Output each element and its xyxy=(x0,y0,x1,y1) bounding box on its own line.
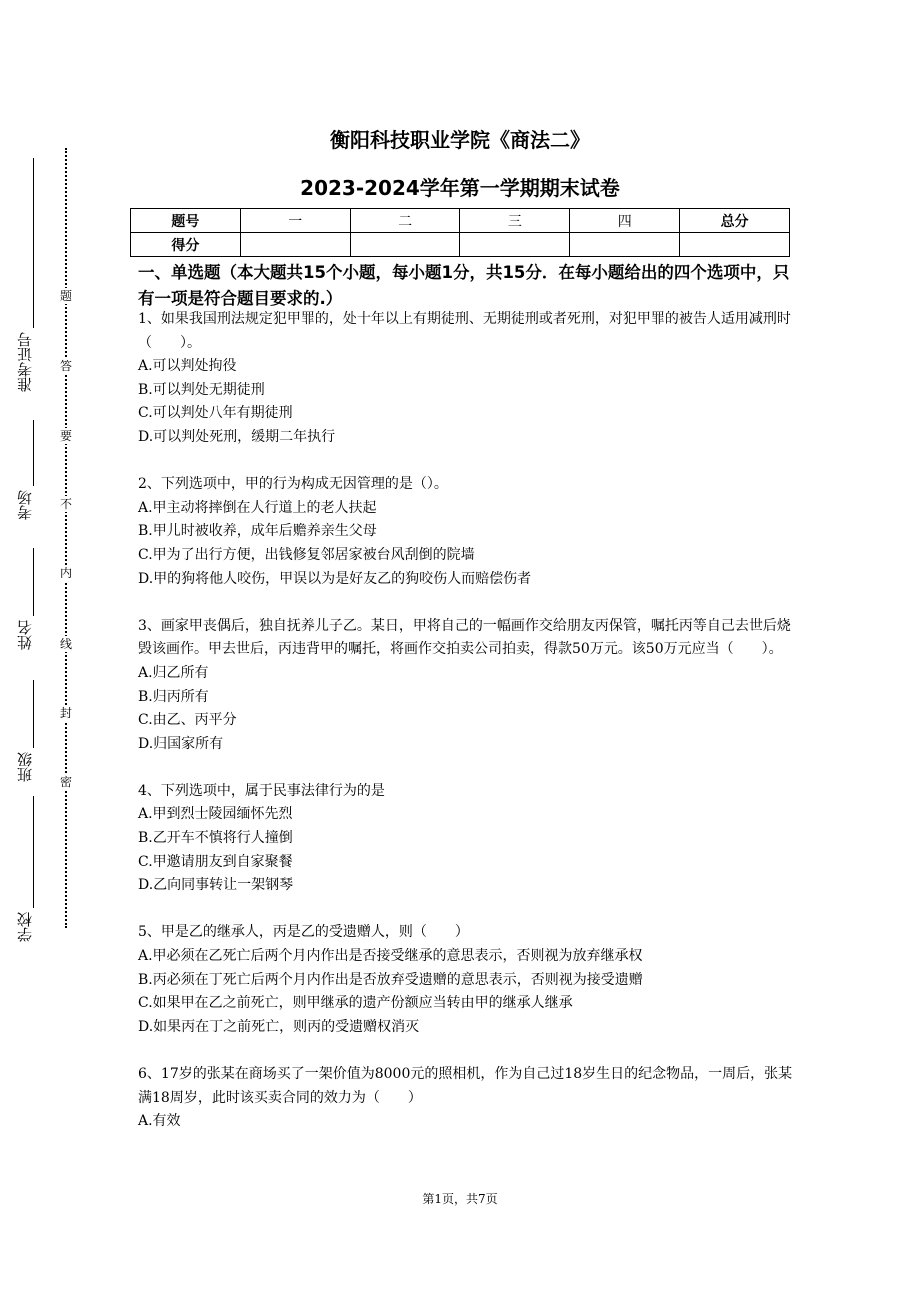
seal-char: 封 xyxy=(59,706,72,720)
question-stem: 5、甲是乙的继承人，丙是乙的受遗赠人，则（ ） xyxy=(138,924,469,941)
question-option: C.可以判处八年有期徒刑 xyxy=(138,405,293,422)
section-heading: 一、单选题（本大题共15个小题，每小题1分，共15分．在每小题给出的四个选项中，只有一项是符合题目要求的.） xyxy=(138,263,790,308)
score-cell-blank xyxy=(240,233,350,257)
seal-char: 线 xyxy=(59,637,72,651)
question-5 xyxy=(138,921,793,1039)
question-1 xyxy=(138,308,793,450)
question-stem: 2、下列选项中，甲的行为构成无因管理的是（）。 xyxy=(138,476,448,493)
side-fill-line-class xyxy=(33,680,34,748)
side-label-school: 学校 xyxy=(16,912,34,942)
score-table-score-row xyxy=(131,233,790,257)
score-table-header-cell: 题号 xyxy=(131,209,241,233)
seal-char: 不 xyxy=(59,497,72,511)
question-6 xyxy=(138,1063,793,1134)
exam-title-school: 衡阳科技职业学院《商法二》 xyxy=(330,128,590,152)
question-option: B.归丙所有 xyxy=(138,688,209,705)
question-option: B.乙开车不慎将行人撞倒 xyxy=(138,830,293,847)
question-list xyxy=(138,308,793,1157)
seal-char: 要 xyxy=(59,429,72,443)
question-option: B.甲儿时被收养，成年后赡养亲生父母 xyxy=(138,523,377,540)
side-fill-line-school xyxy=(33,796,34,908)
exam-title-term: 2023-2024学年第一学期期末试卷 xyxy=(300,176,620,200)
question-stem: 6、17岁的张某在商场买了一架价值为8000元的照相机，作为自己过18岁生日的纪念物品，一周后，张某满18周岁，此时该买卖合同的效力为（ ） xyxy=(138,1066,793,1106)
question-3 xyxy=(138,615,793,757)
side-label-exam-room: 考场 xyxy=(16,490,34,520)
question-option: D.归国家所有 xyxy=(138,735,224,752)
score-table-header-cell: 总分 xyxy=(680,209,790,233)
side-fill-line-name xyxy=(33,548,34,616)
side-label-admission-no: 准考证号 xyxy=(16,332,34,392)
seal-char: 内 xyxy=(59,566,72,580)
side-label-class: 班级 xyxy=(16,752,34,782)
seal-char: 答 xyxy=(59,359,72,373)
score-table-header-cell: 三 xyxy=(460,209,570,233)
side-label-name: 姓名 xyxy=(16,620,34,650)
question-option: D.如果丙在丁之前死亡，则丙的受遗赠权消灭 xyxy=(138,1018,420,1035)
page-footer: 第1页，共7页 xyxy=(422,1192,498,1206)
question-option: A.有效 xyxy=(138,1113,181,1130)
question-option: A.甲必须在乙死亡后两个月内作出是否接受继承的意思表示，否则视为放弃继承权 xyxy=(138,948,643,965)
question-4 xyxy=(138,780,793,898)
question-option: A.可以判处拘役 xyxy=(138,358,237,375)
question-stem: 3、画家甲丧偶后，独自抚养儿子乙。某日，甲将自己的一幅画作交给朋友丙保管，嘱托丙等自己去世后烧毁该画作。甲去世后，丙违背甲的嘱托，将画作交拍卖公司拍卖，得款50万元。该50万元应当（ ）。 xyxy=(138,617,791,658)
question-option: D.甲的狗将他人咬伤，甲误以为是好友乙的狗咬伤人而赔偿伤者 xyxy=(138,570,532,587)
score-cell-blank xyxy=(350,233,460,257)
seal-char: 题 xyxy=(59,289,72,303)
score-table-header-cell: 二 xyxy=(350,209,460,233)
side-fill-line-admission-no xyxy=(33,158,34,328)
question-2 xyxy=(138,473,793,591)
question-option: A.归乙所有 xyxy=(138,664,209,681)
side-fill-line-exam-room xyxy=(33,420,34,486)
score-cell-blank xyxy=(460,233,570,257)
question-option: C.甲邀请朋友到自家聚餐 xyxy=(138,853,293,870)
score-table xyxy=(130,208,790,257)
question-option: C.甲为了出行方便，出钱修复邻居家被台风刮倒的院墙 xyxy=(138,546,475,563)
question-option: D.乙向同事转让一架钢琴 xyxy=(138,877,294,894)
score-table-header-cell: 四 xyxy=(570,209,680,233)
score-table-header-cell: 一 xyxy=(240,209,350,233)
question-stem: 4、下列选项中，属于民事法律行为的是 xyxy=(138,782,385,799)
score-cell-blank xyxy=(680,233,790,257)
question-option: D.可以判处死刑，缓期二年执行 xyxy=(138,428,336,445)
question-option: C.如果甲在乙之前死亡，则甲继承的遗产份额应当转由甲的继承人继承 xyxy=(138,995,573,1012)
question-option: B.丙必须在丁死亡后两个月内作出是否放弃受遗赠的意思表示，否则视为接受遗赠 xyxy=(138,971,643,988)
seal-dotted-line xyxy=(65,148,67,928)
score-table-row-label: 得分 xyxy=(131,233,241,257)
question-stem: 1、如果我国刑法规定犯甲罪的，处十年以上有期徒刑、无期徒刑或者死刑，对犯甲罪的被告人适用减刑时（ ）。 xyxy=(138,311,791,351)
question-option: B.可以判处无期徒刑 xyxy=(138,381,265,398)
question-option: A.甲到烈士陵园缅怀先烈 xyxy=(138,806,293,823)
score-cell-blank xyxy=(570,233,680,257)
score-table-header-row xyxy=(131,209,790,233)
question-option: C.由乙、丙平分 xyxy=(138,712,237,729)
question-option: A.甲主动将摔倒在人行道上的老人扶起 xyxy=(138,499,377,516)
seal-char: 密 xyxy=(59,775,72,789)
